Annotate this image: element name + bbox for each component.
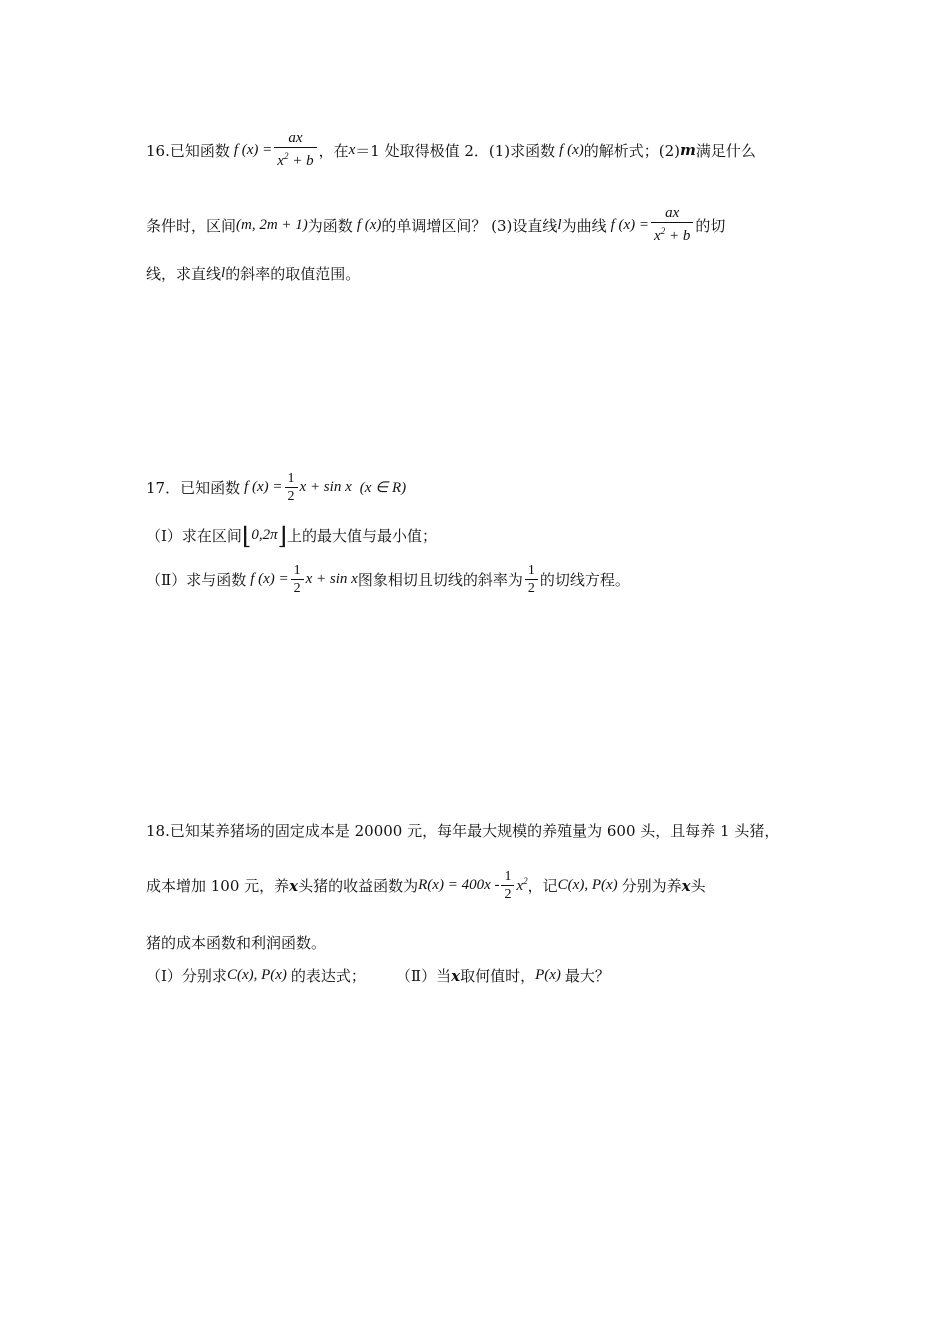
q16-den2-x: x [654, 228, 661, 244]
q18-parts [146, 965, 610, 986]
q17-line-1 [146, 470, 406, 505]
q16-fraction-2-numerator: ax [665, 205, 680, 221]
q16-text-line-intro: 线，求直线 [146, 265, 222, 283]
q17-part1-text: （Ⅰ）求在区间 [146, 527, 242, 545]
q17-part2-half-den: 2 [291, 579, 304, 597]
q18-half-num: 1 [504, 869, 512, 884]
q16-line-1 [146, 130, 756, 170]
q18-x2-base: x [516, 878, 524, 894]
q18-part1-text: （Ⅰ）分别求 [146, 967, 227, 985]
q16-function-fx-2: f (x) [559, 141, 584, 158]
q17-part2-slope-fraction [525, 562, 538, 597]
q16-den2-sup: 2 [660, 226, 666, 236]
q18-part2-max: 最大？ [564, 967, 610, 985]
q17-part2-text: （Ⅱ）求与函数 [146, 571, 247, 589]
q18-line-3 [146, 932, 326, 953]
q16-fraction-numerator: ax [288, 130, 303, 146]
q18-x-squared [516, 876, 527, 895]
q16-text-as-function: 为函数 [307, 216, 353, 235]
q17-expression: x + sin x [299, 479, 352, 495]
q17-part2-text-tangent: 图象相切且切线的斜率为 [357, 571, 523, 589]
q17-bracket-right: ⌋ [277, 521, 287, 550]
q16-text-extremum: ＝1 处取得极值 2．(1)求函数 [355, 141, 556, 160]
q16-den-rest: + b [288, 153, 314, 169]
q17-bracket-left: ⌊ [241, 521, 252, 550]
q18-part1-expr: 的表达式； [290, 967, 366, 985]
q18-revenue-function: R(x) = 400x - [418, 877, 500, 893]
q16-text-part2: 的解析式；(2) [583, 141, 680, 160]
q16-text-tangent: 的切 [695, 216, 726, 235]
q18-fraction-half [501, 868, 514, 903]
q17-function-fx: f (x) = [244, 479, 283, 495]
q18-text-denote: ，记 [527, 877, 558, 895]
q16-interval: (m, 2m + 1) [236, 216, 308, 233]
q18-var-x: x [289, 876, 299, 895]
q16-text-slope-range: 的斜率的取值范围。 [225, 265, 361, 283]
q18-part2-text: （Ⅱ）当 [395, 967, 452, 985]
q16-var-m: m [679, 141, 696, 159]
q17-part2-fx: f (x) = [250, 571, 289, 587]
q18-text-intro: 18.已知某养猪场的固定成本是 20000 元，每年最大规模的养殖量为 600 头，且每养 1 头猪， [146, 822, 780, 840]
q17-interval: 0,2π [251, 527, 278, 543]
q18-text-head: 头 [690, 877, 706, 895]
q17-half-num: 1 [287, 471, 295, 486]
q16-line-2 [146, 205, 725, 245]
q16-fraction-denominator [274, 147, 316, 170]
q16-text-interval-intro: 条件时，区间 [146, 216, 237, 235]
q16-line-3 [146, 263, 360, 284]
q18-part2-var-x: x [451, 966, 461, 985]
q18-part1-cp: C(x), P(x) [226, 967, 287, 983]
q17-fraction-half [285, 470, 298, 505]
q16-text-part3: 的单调增区间？ (3)设直线 [381, 216, 558, 235]
q16-var-l-2: l [221, 265, 226, 281]
q17-half-den: 2 [285, 487, 298, 505]
q17-part2-text-equation: 的切线方程。 [539, 571, 630, 589]
q16-den2-rest: + b [665, 228, 691, 244]
q18-var-x-2: x [681, 876, 691, 895]
q16-den-sup: 2 [283, 151, 289, 161]
q18-half-den: 2 [501, 885, 514, 903]
q18-text-respectively: 分别为养 [621, 877, 682, 895]
q17-slope-den: 2 [525, 579, 538, 597]
q17-text-intro: 17．已知函数 [146, 479, 241, 497]
q16-fraction-2 [651, 205, 693, 245]
q17-domain: (x ∈ R) [359, 480, 407, 496]
q17-part2-expression: x + sin x [305, 571, 358, 587]
q17-part-2 [146, 562, 630, 597]
q16-var-l: l [557, 216, 562, 233]
q16-text-curve: 为曲线 [561, 216, 607, 235]
q18-text-cost: 成本增加 100 元，养 [146, 877, 290, 895]
q16-function-fx-3: f (x) [356, 216, 382, 233]
q16-text-at: ，在 [318, 141, 349, 160]
q18-x2-sup: 2 [523, 876, 528, 886]
q18-text-revenue: 头猪的收益函数为 [298, 877, 419, 895]
q16-function-fx-4: f (x) = [610, 216, 650, 233]
q16-fraction [274, 130, 316, 170]
q18-part2-when: 取何值时， [460, 967, 536, 985]
q18-text-functions: 猪的成本函数和利润函数。 [146, 934, 327, 952]
q16-var-x: x [348, 141, 356, 158]
q18-line-2 [146, 868, 706, 903]
q17-part2-fraction-half [291, 562, 304, 597]
q18-part2-px: P(x) [535, 967, 561, 983]
q17-slope-num: 1 [527, 563, 535, 578]
q18-line-1 [146, 820, 779, 841]
q17-part-1 [146, 521, 437, 550]
q17-part1-text-max-min: 上的最大值与最小值； [286, 527, 437, 545]
q17-part2-half-num: 1 [293, 563, 301, 578]
q16-text-intro: 16.已知函数 [146, 141, 230, 160]
q16-text-condition: 满足什么 [695, 141, 756, 160]
q18-cost-profit: C(x), P(x) [557, 877, 618, 893]
q16-fraction-2-denominator [651, 222, 693, 245]
q16-function-fx: f (x) = [233, 141, 273, 158]
q16-den-x: x [277, 153, 284, 169]
